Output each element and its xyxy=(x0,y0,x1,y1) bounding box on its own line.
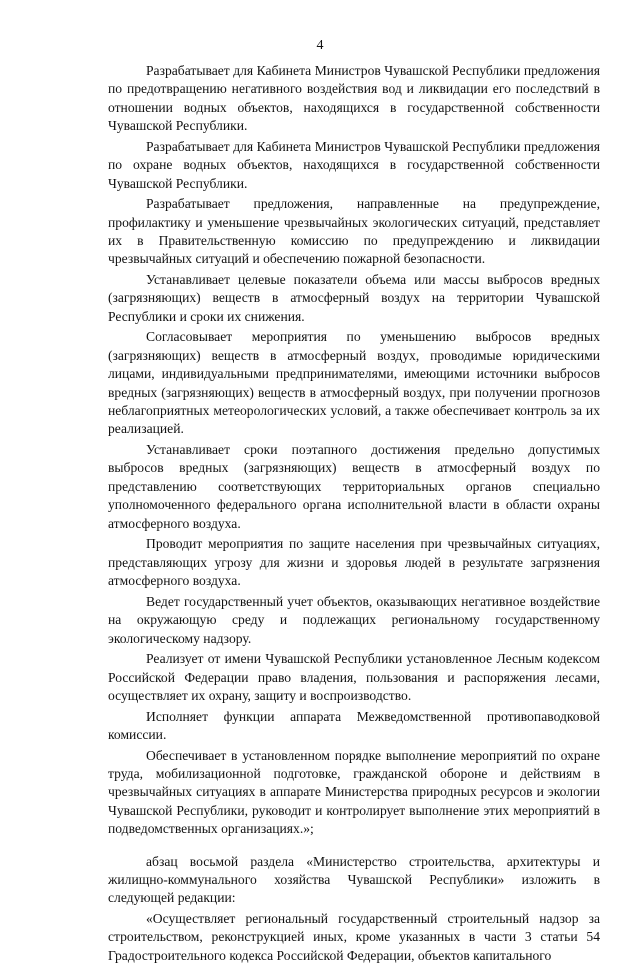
paragraph-2: Разрабатывает для Кабинета Министров Чувашской Республики предложения по охране водных объектов, находящихся в государственной собственности Чувашской Республики. xyxy=(108,138,600,191)
paragraph-8: Ведет государственный учет объектов, оказывающих негативное воздействие на окружающую среду и подлежащих региональному государственному экологическому надзору. xyxy=(108,593,600,646)
paragraph-11: Обеспечивает в установленном порядке выполнение мероприятий по охране труда, мобилизационной подготовке, гражданской обороне и действиям в чрезвычайных ситуациях в аппарате Министерства природных ресурсов и экологии Чувашской Республики, руководит и контролирует выполнение этих мероприятий в подведомственных организациях.»; xyxy=(108,747,600,837)
page-number: 4 xyxy=(316,38,324,53)
paragraph-13: «Осуществляет региональный государственный строительный надзор за строительством, реконструкцией иных, кроме указанных в части 3 статьи 54 Градостроительного кодекса Российской Федерации, объектов капитального xyxy=(108,910,600,963)
paragraph-12: абзац восьмой раздела «Министерство строительства, архитектуры и жилищно-коммунального хозяйства Чувашской Республики» изложить в следующей редакции: xyxy=(108,853,600,906)
paragraph-3: Разрабатывает предложения, направленные на предупреждение, профилактику и уменьшение чрезвычайных экологических ситуаций, представляет их в Правительственную комиссию по предупреждению и ликвидации чрезвычайных ситуаций и обеспечению пожарной безопасности. xyxy=(108,196,600,267)
paragraph-9: Реализует от имени Чувашской Республики установленное Лесным кодексом Российской Федерации право владения, пользования и распоряжения лесами, осуществляет их охрану, защиту и воспроизводство. xyxy=(108,651,600,703)
paragraph-5: Согласовывает мероприятия по уменьшению выбросов вредных (загрязняющих) веществ в атмосферный воздух, проводимые юридическими лицами, индивидуальными предпринимателями, имеющими источники выбросов вредных (загрязняющих) веществ в атмосферный воздух, при получении прогнозов неблагоприятных метеорологических условий, а также обеспечивает контроль за их реализацией. xyxy=(108,329,600,437)
document-body xyxy=(108,62,600,967)
paragraph-10: Исполняет функции аппарата Межведомственной противопаводковой комиссии. xyxy=(108,708,600,742)
paragraph-7: Проводит мероприятия по защите населения при чрезвычайных ситуациях, представляющих угрозу для жизни и здоровья людей в результате загрязнения атмосферного воздуха. xyxy=(108,536,600,589)
paragraph-4: Устанавливает целевые показатели объема или массы выбросов вредных (загрязняющих) веществ в атмосферный воздух на территории Чувашской Республики и сроки их снижения. xyxy=(108,272,600,324)
paragraph-6: Устанавливает сроки поэтапного достижения предельно допустимых выбросов вредных (загрязняющих) веществ в атмосферный воздух по представлению соответствующих территориальных органов специально уполномоченного федерального органа исполнительной власти в области охраны атмосферного воздуха. xyxy=(108,442,600,531)
paragraph-1: Разрабатывает для Кабинета Министров Чувашской Республики предложения по предотвращению негативного воздействия вод и ликвидации его последствий в отношении водных объектов, находящихся в государственной собственности Чувашской Республики. xyxy=(108,63,600,134)
